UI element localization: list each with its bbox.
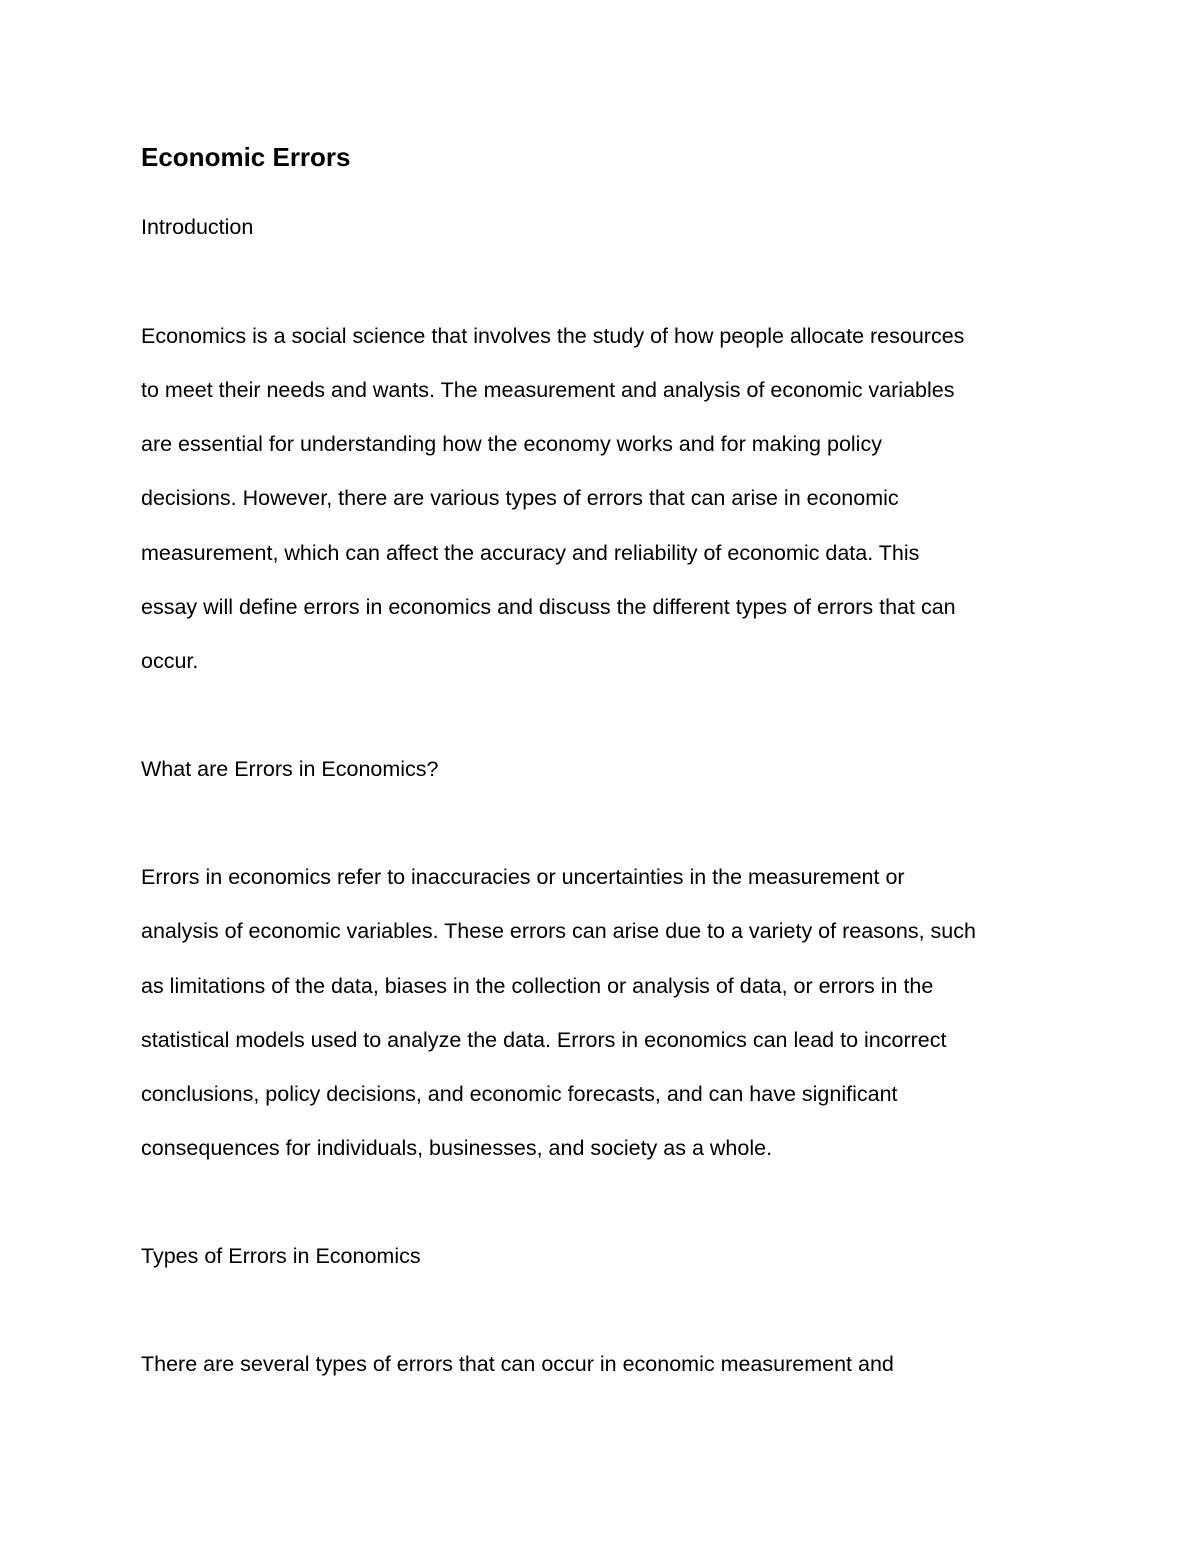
document-title: Economic Errors (141, 142, 351, 172)
paragraph-line: to meet their needs and wants. The measurement and analysis of economic variables (141, 378, 955, 402)
section-heading-introduction: Introduction (141, 215, 254, 239)
paragraph-line: conclusions, policy decisions, and economic forecasts, and can have significant (141, 1082, 898, 1106)
paragraph-line: measurement, which can affect the accuracy and reliability of economic data. This (141, 541, 920, 565)
paragraph-line: Errors in economics refer to inaccuracies or uncertainties in the measurement or (141, 865, 905, 889)
paragraph-line: consequences for individuals, businesses, and society as a whole. (141, 1136, 773, 1160)
paragraph-line: occur. (141, 649, 199, 673)
section-heading-types-of-errors: Types of Errors in Economics (141, 1244, 421, 1268)
paragraph-line: decisions. However, there are various types of errors that can arise in economic (141, 486, 899, 510)
paragraph-line: statistical models used to analyze the data. Errors in economics can lead to incorrect (141, 1028, 947, 1052)
paragraph-line: There are several types of errors that can occur in economic measurement and (141, 1352, 894, 1376)
section-heading-what-are-errors: What are Errors in Economics? (141, 757, 439, 781)
paragraph-line: as limitations of the data, biases in the collection or analysis of data, or errors in the (141, 974, 934, 998)
paragraph-line: essay will define errors in economics and discuss the different types of errors that can (141, 595, 956, 619)
paragraph-line: Economics is a social science that involves the study of how people allocate resources (141, 324, 965, 348)
paragraph-line: analysis of economic variables. These errors can arise due to a variety of reasons, such (141, 919, 976, 943)
paragraph-line: are essential for understanding how the economy works and for making policy (141, 432, 882, 456)
